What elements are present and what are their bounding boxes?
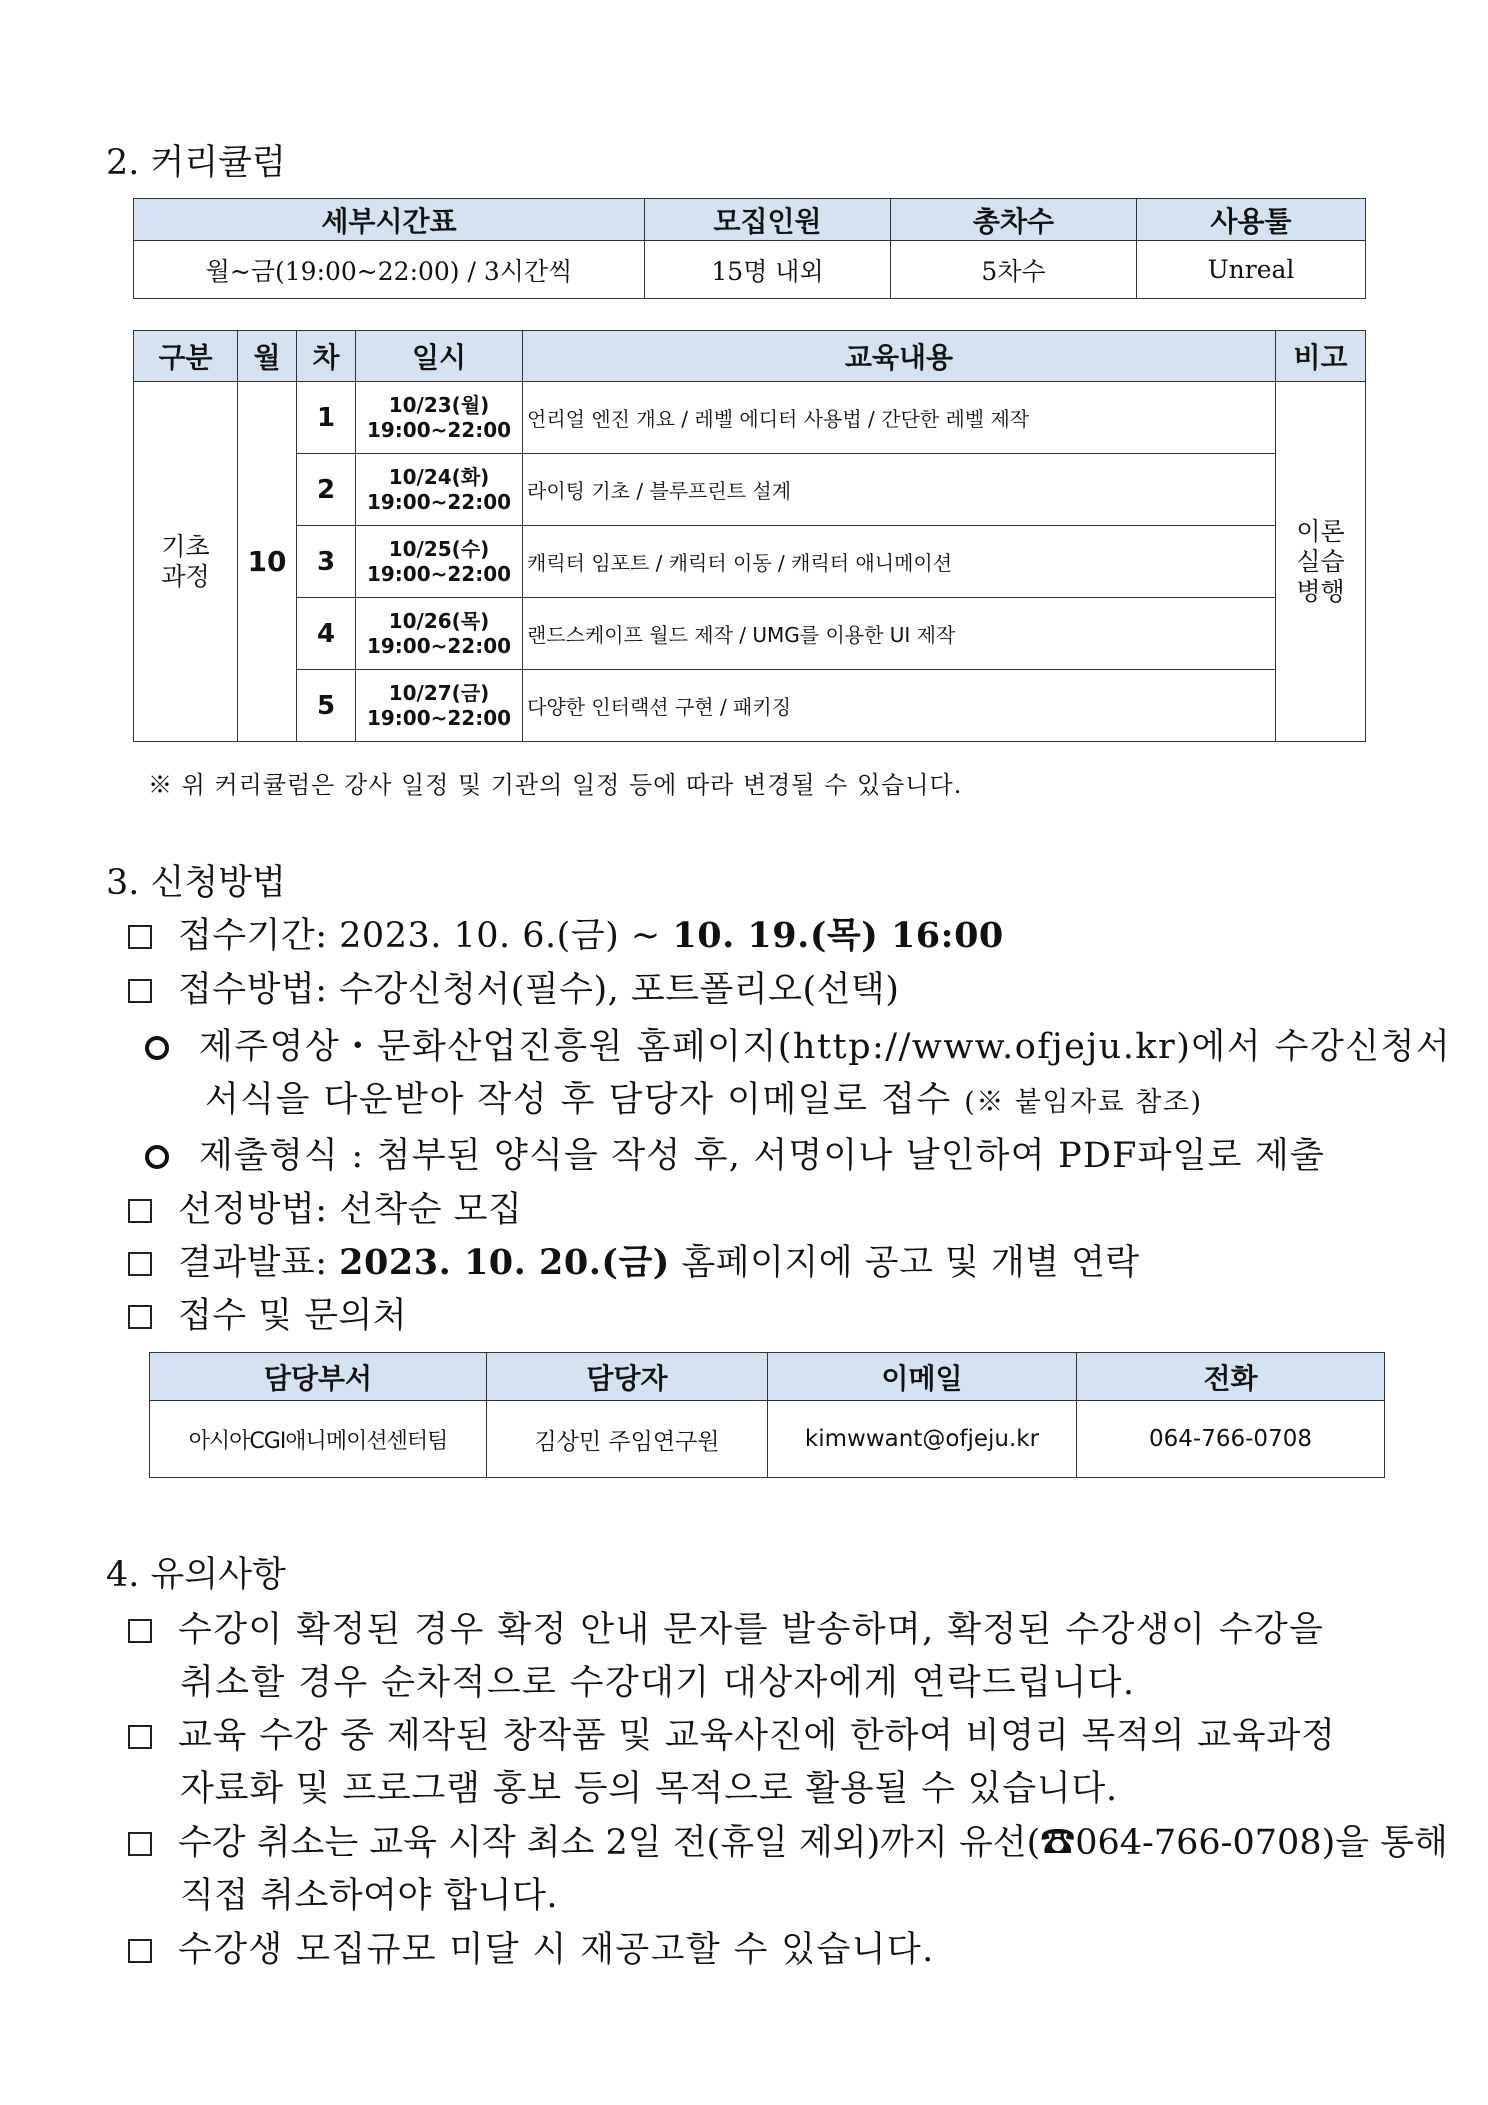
notice-item-1 [128, 1602, 1324, 1652]
schedule-table [133, 330, 1366, 742]
circle-bullet-icon [145, 1145, 169, 1169]
selection-method [128, 1182, 522, 1232]
contact-header-dept: 담당부서 [150, 1353, 487, 1401]
checkbox-icon [128, 1832, 152, 1856]
schedule-datetime [356, 382, 523, 454]
section-4-title: 4. 유의사항 [106, 1555, 286, 1595]
schedule-date: 10/26(목) [388, 608, 490, 633]
notice-item-2-cont: 자료화 및 프로그램 홍보 등의 목적으로 활용될 수 있습니다. [180, 1769, 1118, 1809]
result-rest: 홈페이지에 공고 및 개별 연락 [669, 1243, 1140, 1283]
curriculum-note: ※ 위 커리큘럼은 강사 일정 및 기관의 일정 등에 따라 변경될 수 있습니다. [148, 771, 963, 799]
result-date: 2023. 10. 20.(금) [339, 1242, 670, 1283]
checkbox-icon [128, 925, 152, 949]
summary-table [133, 198, 1366, 299]
contact-header-person: 담당자 [487, 1353, 768, 1401]
checkbox-icon [128, 1305, 152, 1329]
contact-header-phone: 전화 [1077, 1353, 1385, 1401]
schedule-date: 10/27(금) [388, 680, 490, 705]
checkbox-icon [128, 979, 152, 1003]
schedule-datetime [356, 526, 523, 598]
schedule-datetime [356, 670, 523, 742]
schedule-header-datetime: 일시 [356, 331, 523, 382]
schedule-content: 라이팅 기초 / 블루프린트 설계 [523, 454, 1276, 526]
notice-item-3-cont: 직접 취소하여야 합니다. [180, 1876, 558, 1916]
checkbox-icon [128, 1252, 152, 1276]
contact-phone: 064-766-0708 [1077, 1401, 1385, 1478]
notice-line: 교육 수강 중 제작된 창작품 및 교육사진에 한하여 비영리 목적의 교육과정 [178, 1716, 1336, 1756]
application-method [128, 962, 899, 1012]
summary-header-schedule: 세부시간표 [134, 199, 645, 241]
schedule-category: 기초 과정 [134, 382, 238, 742]
schedule-month: 10 [238, 382, 297, 742]
section-2-title: 2. 커리큘럼 [106, 143, 286, 183]
schedule-header-content: 교육내용 [523, 331, 1276, 382]
schedule-datetime [356, 598, 523, 670]
contact-person: 김상민 주임연구원 [487, 1401, 768, 1478]
notice-line: 수강 취소는 교육 시작 최소 2일 전(휴일 제외)까지 유선(☎064-766-0708)을 통해 [178, 1823, 1448, 1863]
schedule-date: 10/25(수) [388, 536, 490, 561]
selection-text: 선정방법: 선착순 모집 [178, 1190, 523, 1230]
summary-header-tool: 사용툴 [1137, 199, 1366, 241]
contact-header-email: 이메일 [768, 1353, 1077, 1401]
sub1-attachment-note: (※ 붙임자료 참조) [964, 1087, 1203, 1118]
contact-heading [128, 1288, 407, 1338]
schedule-date: 10/24(화) [388, 464, 490, 489]
method-sub-1 [145, 1019, 1451, 1069]
schedule-header-session: 차 [297, 331, 356, 382]
period-deadline: 10. 19.(목) 16:00 [672, 915, 1004, 956]
schedule-content: 언리얼 엔진 개요 / 레벨 에디터 사용법 / 간단한 레벨 제작 [523, 382, 1276, 454]
method-sub-1-cont [205, 1072, 1203, 1122]
notice-item-1-cont: 취소할 경우 순차적으로 수강대기 대상자에게 연락드립니다. [180, 1663, 1136, 1703]
contact-table [149, 1352, 1385, 1478]
contact-dept: 아시아CGI애니메이션센터팀 [150, 1401, 487, 1478]
schedule-remark: 이론 실습 병행 [1276, 382, 1366, 742]
schedule-time: 19:00~22:00 [366, 633, 512, 658]
notice-item-3 [128, 1815, 1448, 1865]
notice-line: 수강이 확정된 경우 확정 안내 문자를 발송하며, 확정된 수강생이 수강을 [178, 1610, 1325, 1650]
summary-sessions: 5차수 [891, 241, 1137, 299]
schedule-content: 캐릭터 임포트 / 캐릭터 이동 / 캐릭터 애니메이션 [523, 526, 1276, 598]
checkbox-icon [128, 1725, 152, 1749]
result-announcement [128, 1235, 1140, 1285]
notice-item-2 [128, 1708, 1336, 1758]
notice-line: 수강생 모집규모 미달 시 재공고할 수 있습니다. [178, 1930, 935, 1970]
checkbox-icon [128, 1619, 152, 1643]
circle-bullet-icon [145, 1036, 169, 1060]
schedule-session-num: 1 [297, 382, 356, 454]
schedule-session-num: 5 [297, 670, 356, 742]
notice-item-4 [128, 1922, 935, 1972]
sub2-text: 제출형식 : 첨부된 양식을 작성 후, 서명이나 날인하여 PDF파일로 제출 [199, 1136, 1326, 1176]
schedule-date: 10/23(월) [388, 392, 490, 417]
summary-schedule: 월~금(19:00~22:00) / 3시간씩 [134, 241, 645, 299]
schedule-session-num: 3 [297, 526, 356, 598]
checkbox-icon [128, 1939, 152, 1963]
section-3-title: 3. 신청방법 [106, 863, 286, 903]
sub1-line2: 서식을 다운받아 작성 후 담당자 이메일로 접수 [205, 1080, 965, 1120]
schedule-time: 19:00~22:00 [366, 561, 512, 586]
summary-header-sessions: 총차수 [891, 199, 1137, 241]
schedule-session-num: 4 [297, 598, 356, 670]
schedule-header-category: 구분 [134, 331, 238, 382]
schedule-content: 랜드스케이프 월드 제작 / UMG를 이용한 UI 제작 [523, 598, 1276, 670]
contact-email[interactable]: kimwwant@ofjeju.kr [768, 1401, 1077, 1478]
summary-tool: Unreal [1137, 241, 1366, 299]
result-label: 결과발표: [178, 1243, 340, 1283]
summary-capacity: 15명 내외 [645, 241, 891, 299]
schedule-header-month: 월 [238, 331, 297, 382]
contact-text: 접수 및 문의처 [178, 1296, 408, 1336]
method-text: 접수방법: 수강신청서(필수), 포트폴리오(선택) [178, 970, 900, 1010]
schedule-session-num: 2 [297, 454, 356, 526]
schedule-content: 다양한 인터랙션 구현 / 패키징 [523, 670, 1276, 742]
schedule-time: 19:00~22:00 [366, 417, 512, 442]
application-period [128, 908, 1004, 958]
schedule-time: 19:00~22:00 [366, 705, 512, 730]
schedule-time: 19:00~22:00 [366, 489, 512, 514]
schedule-header-remark: 비고 [1276, 331, 1366, 382]
summary-header-capacity: 모집인원 [645, 199, 891, 241]
period-label: 접수기간: 2023. 10. 6.(금) ~ [178, 916, 673, 956]
method-sub-2 [145, 1128, 1325, 1178]
checkbox-icon [128, 1199, 152, 1223]
sub1-line1: 제주영상・문화산업진흥원 홈페이지(http://www.ofjeju.kr)에서 수강신청서 [199, 1027, 1452, 1067]
schedule-datetime [356, 454, 523, 526]
